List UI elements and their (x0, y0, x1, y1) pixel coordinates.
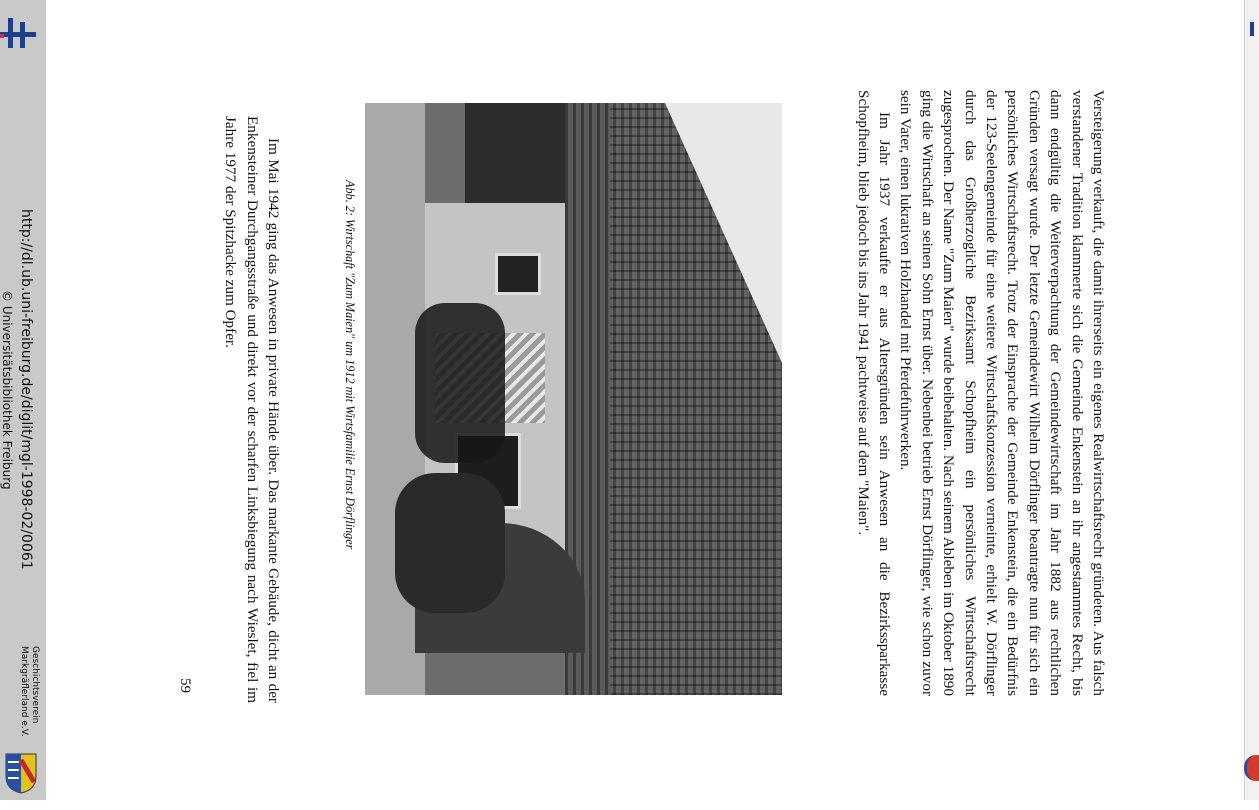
paragraph-3: Im Mai 1942 ging das Anwesen in private Hände über. Das markante Gebäude, dicht an der Enkensteiner Durchgangsstraße und direkt vor der scharfen Linksbiegung nach Wieslet, fiel im Jahre 1977 der Spitzhacke zum Opfer. (222, 116, 282, 703)
copyright-notice: © Universitätsbibliothek Freiburg (0, 290, 14, 490)
photo-caption (339, 180, 361, 620)
coat-of-arms-icon (4, 752, 38, 794)
right-scroll-strip[interactable] (1244, 0, 1259, 800)
historic-photo (365, 103, 782, 695)
verein-line-2: Markgräflerland e.V. (19, 646, 29, 737)
upper-text-block (839, 90, 1109, 696)
lower-text-block (218, 116, 284, 703)
left-sidebar (0, 0, 46, 800)
page-number: 59 (177, 678, 193, 693)
verein-line-1: Geschichtsverein (30, 646, 40, 724)
ub-freiburg-logo-icon (0, 12, 38, 52)
paragraph-1: Versteigerung verkauft, die damit ihrerseits ein eigenes Realwirtschaftsrecht gründeten. Aus falsch verstandener Tradition klammerte sich die Gemeinde Enkenstein an ihr angestammtes Recht, bis dann endgültig die Weiterverpachtung der Gemeindewirtschaft im Jahr 1882 aus rechtlichen Gründen versagt wurde. Der letzte Gemeindewirt Wilhelm Dörflinger beantragte nun für sich ein persönliches Wirtschaftsrecht. Trotz der Einsprache der Gemeinde Enkenstein, die ein Bedürfnis der 123-Seelengemeinde für eine weitere Wirtschaftskonzession verneinte, erhielt W. Dörflinger durch das Großherzogliche Bezirksamt Schopfheim ein persönliches Wirtschaftsrecht zugesprochen. Der Name "Zum Maien" wurde beibehalten. Nach seinem Ableben im Oktober 1890 ging die Wirtschaft an seinen Sohn Ernst über. Nebenbei betrieb Ernst Dörflinger, wie schon zuvor sein Vater, einen lukrativen Holzhandel mit Pferdefuhrwerken. (897, 90, 1107, 696)
document-url[interactable]: http://dl.ub.uni-freiburg.de/diglit/mgl-1998-02/0061 (18, 209, 34, 570)
paragraph-2: Im Jahr 1937 verkaufte er aus Altersgründen sein Anwesen an die Bezirkssparkasse Schopfheim, blieb jedoch bis ins Jahr 1941 pachtweise auf dem "Maien". (854, 90, 893, 696)
flag-icon (1250, 22, 1254, 36)
badge-icon (1244, 755, 1259, 781)
caption-text: Abb. 2: Wirtschaft "Zum Maien" um 1912 mit Wirtsfamilie Ernst Dörflinger (343, 180, 357, 550)
